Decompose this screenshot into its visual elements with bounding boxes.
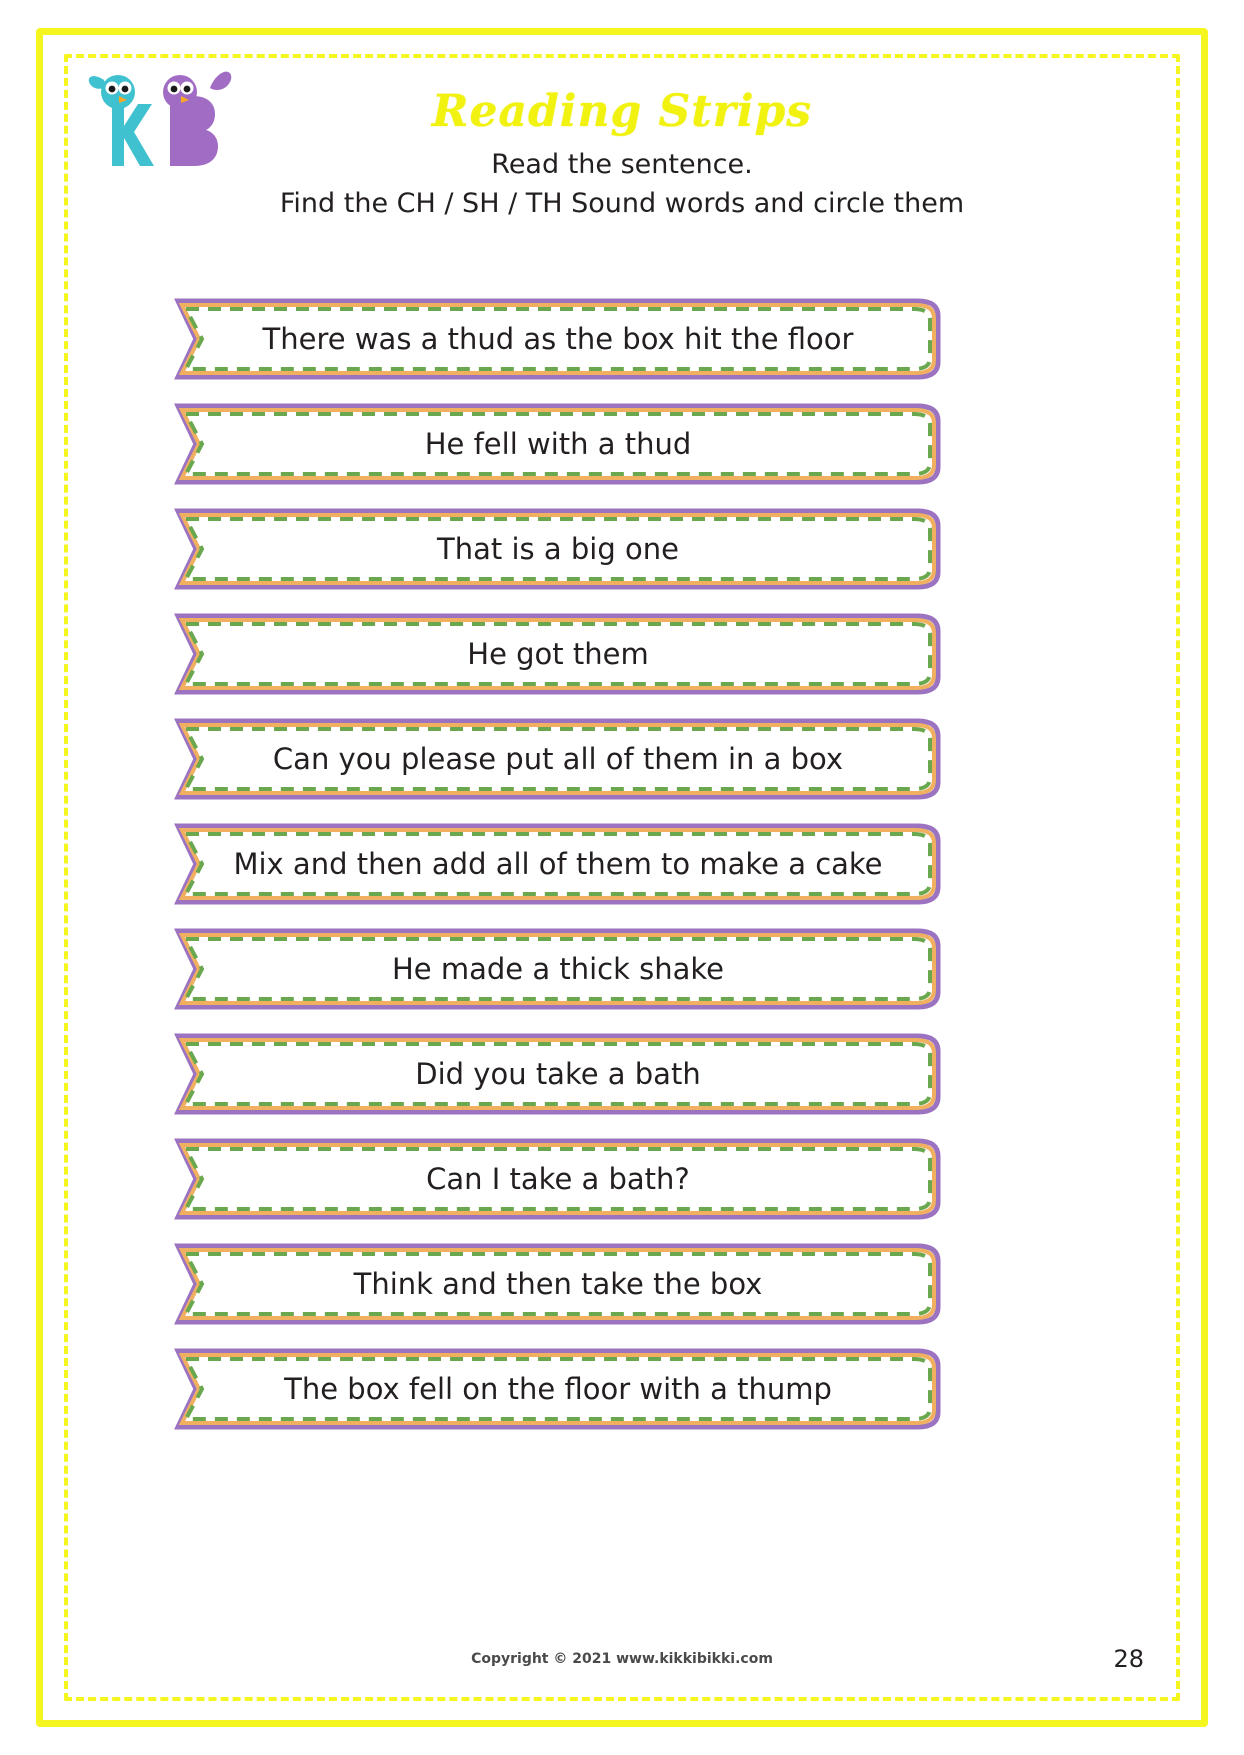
- copyright-text: Copyright © 2021 www.kikkibikki.com: [471, 1651, 773, 1667]
- strip-sentence: Can I take a bath?: [426, 1161, 690, 1196]
- strip-sentence: That is a big one: [437, 531, 679, 566]
- reading-strip[interactable]: [172, 296, 944, 382]
- reading-strip[interactable]: [172, 1031, 944, 1117]
- reading-strip[interactable]: [172, 1241, 944, 1327]
- page-number: 28: [1113, 1645, 1144, 1673]
- strip-sentence: There was a thud as the box hit the floor: [262, 321, 854, 356]
- strip-sentence: Can you please put all of them in a box: [272, 741, 844, 776]
- instruction-line-1: Read the sentence.: [491, 148, 753, 180]
- strip-sentence: He made a thick shake: [392, 951, 724, 986]
- reading-strip[interactable]: [172, 926, 944, 1012]
- worksheet-header: [140, 86, 1104, 223]
- strip-sentence: Did you take a bath: [415, 1056, 701, 1091]
- page-title: Reading Strips: [431, 86, 813, 137]
- reading-strip[interactable]: [172, 611, 944, 697]
- strip-sentence: He fell with a thud: [424, 426, 692, 461]
- reading-strip[interactable]: [172, 506, 944, 592]
- reading-strip[interactable]: [172, 1136, 944, 1222]
- reading-strip[interactable]: [172, 1346, 944, 1432]
- instruction-line-2: Find the CH / SH / TH Sound words and circle them: [279, 187, 965, 219]
- strip-sentence: The box fell on the floor with a thump: [284, 1371, 832, 1406]
- strip-sentence: He got them: [467, 636, 649, 671]
- strip-sentence: Mix and then add all of them to make a cake: [233, 846, 883, 881]
- reading-strips-list: [172, 296, 944, 1451]
- reading-strip[interactable]: [172, 716, 944, 802]
- strip-sentence: Think and then take the box: [353, 1266, 763, 1301]
- reading-strip[interactable]: [172, 401, 944, 487]
- reading-strip[interactable]: [172, 821, 944, 907]
